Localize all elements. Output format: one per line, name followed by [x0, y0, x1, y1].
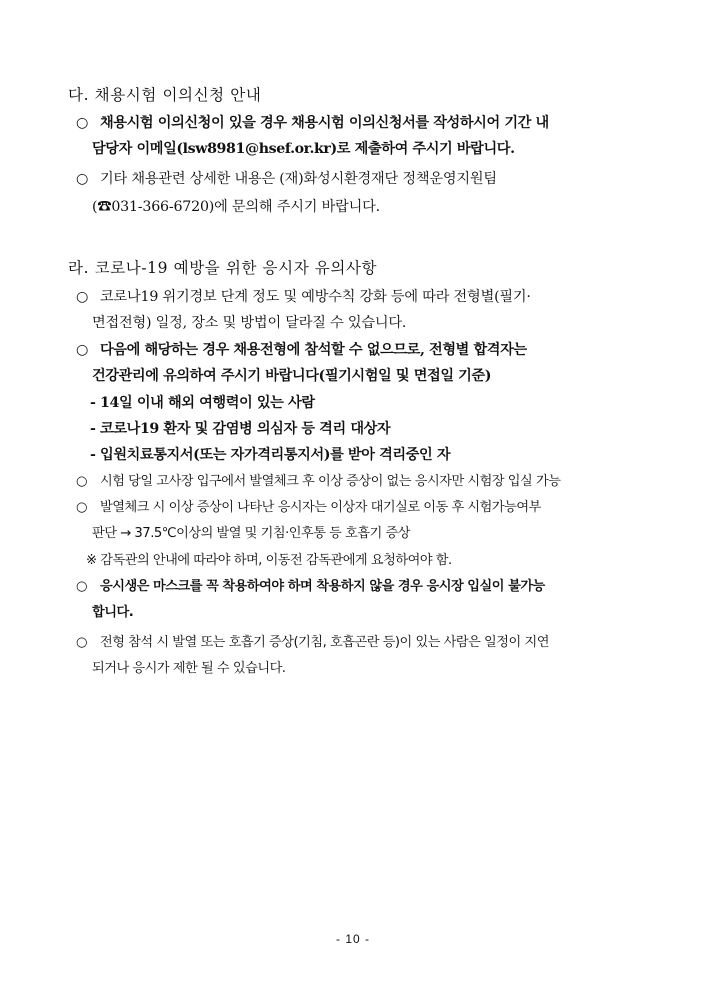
- page-number: - 10 -: [335, 932, 370, 946]
- covid-item-4-line-2: 판단 → 37.5℃이상의 발열 및 기침·인후통 등 호흡기 증상: [92, 526, 410, 541]
- circle-bullet-icon: ○: [76, 171, 89, 187]
- covid-item-2-line-2: 건강관리에 유의하여 주시기 바랍니다(필기시험일 및 면접일 기준): [92, 368, 492, 384]
- covid-item-1-text: 코로나19 위기경보 단계 정도 및 예방수칙 강화 등에 따라 전형별(필기·: [100, 289, 531, 305]
- covid-item-5-line-2: 합니다.: [92, 605, 134, 620]
- covid-item-2-line-1: [76, 339, 666, 361]
- section-heading-covid: 라. 코로나-19 예방을 위한 응시자 유의사항: [68, 259, 378, 277]
- covid-item-1-line-1: [76, 286, 666, 308]
- supervisor-note: ※ 감독관의 안내에 따라야 하며, 이동전 감독관에게 요청하여야 함.: [86, 553, 452, 568]
- circle-bullet-icon: ○: [76, 342, 88, 358]
- covid-item-2-text: 다음에 해당하는 경우 채용전형에 참석할 수 없으므로, 전형별 합격자는: [100, 342, 527, 358]
- appeal-item-2-line-1: [76, 168, 666, 190]
- covid-item-6-text: 전형 참석 시 발열 또는 호흡기 증상(기침, 호흡곤란 등)이 있는 사람은 일정이 지연: [100, 635, 549, 650]
- covid-dash-item-2: - 코로나19 환자 및 감염병 의심자 등 격리 대상자: [90, 421, 391, 437]
- covid-dash-item-3: - 입원치료통지서(또는 자가격리통지서)를 받아 격리중인 자: [90, 447, 451, 463]
- covid-item-6-line-2: 되거나 응시가 제한 될 수 있습니다.: [92, 661, 286, 676]
- appeal-item-1-text: 채용시험 이의신청이 있을 경우 채용시험 이의신청서를 작성하시어 기간 내: [100, 115, 549, 131]
- circle-bullet-icon: ○: [76, 115, 88, 131]
- covid-item-5-line-1: [76, 576, 666, 598]
- appeal-item-2-text: 기타 채용관련 상세한 내용은 (재)화성시환경재단 정책운영지원팀: [100, 171, 497, 187]
- appeal-item-1-line-1: [76, 112, 666, 134]
- covid-item-4-text: 발열체크 시 이상 증상이 나타난 응시자는 이상자 대기실로 이동 후 시험가능여부: [100, 500, 541, 515]
- circle-bullet-icon: ○: [76, 474, 88, 489]
- covid-item-3-line-1: [76, 471, 666, 493]
- covid-dash-item-1: - 14일 이내 해외 여행력이 있는 사람: [90, 395, 315, 411]
- covid-item-1-line-2: 면접전형) 일정, 장소 및 방법이 달라질 수 있습니다.: [92, 315, 407, 331]
- appeal-item-1-line-2: 담당자 이메일(lsw8981@hsef.or.kr)로 제출하여 주시기 바랍니다.: [92, 141, 515, 157]
- covid-item-5-text: 응시생은 마스크를 꼭 착용하여야 하며 착용하지 않을 경우 응시장 입실이 불가능: [100, 579, 545, 594]
- circle-bullet-icon: ○: [76, 500, 88, 515]
- circle-bullet-icon: ○: [76, 579, 88, 594]
- section-heading-appeal: 다. 채용시험 이의신청 안내: [68, 86, 262, 104]
- circle-bullet-icon: ○: [76, 289, 89, 305]
- circle-bullet-icon: ○: [76, 635, 88, 650]
- covid-item-4-line-1: [76, 497, 666, 519]
- covid-item-6-line-1: [76, 632, 666, 654]
- covid-item-3-text: 시험 당일 고사장 입구에서 발열체크 후 이상 증상이 없는 응시자만 시험장 입실 가능: [100, 474, 561, 489]
- appeal-item-2-line-2: (☎031-366-6720)에 문의해 주시기 바랍니다.: [92, 199, 380, 215]
